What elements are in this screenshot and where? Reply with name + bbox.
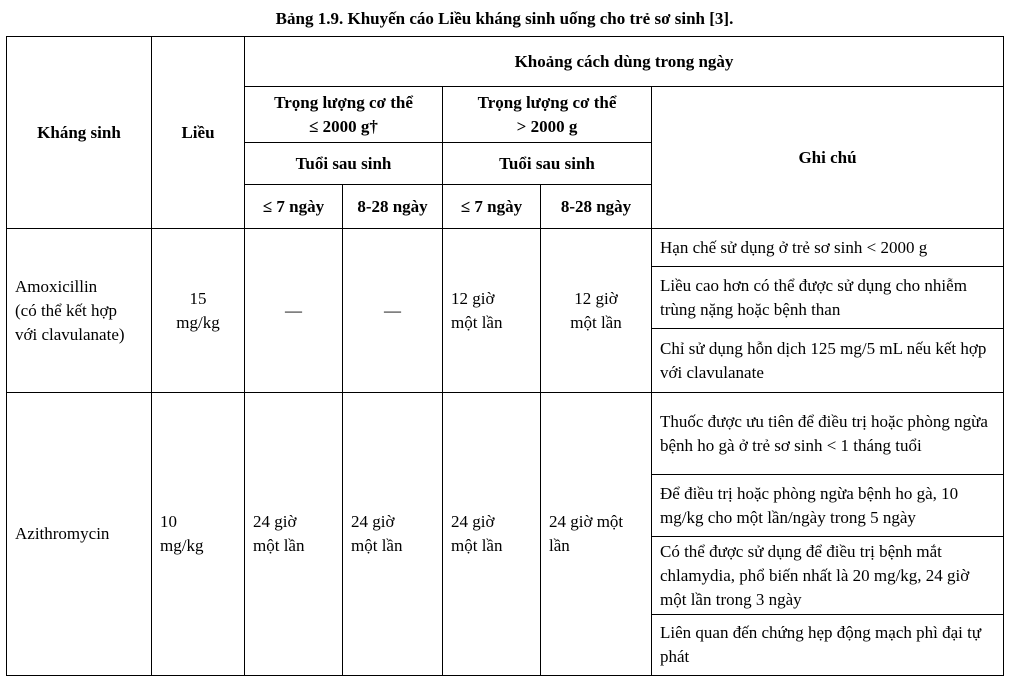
table-row-amoxicillin-name — [6, 228, 152, 393]
dose-value: 15 mg/kg — [176, 288, 220, 332]
header-le7-high — [442, 184, 541, 229]
amoxicillin-low-le7 — [244, 228, 343, 393]
azithromycin-note-3 — [651, 536, 1004, 615]
header-weight-high — [442, 86, 652, 143]
header-weight-low — [244, 86, 443, 143]
amoxicillin-note-1 — [651, 228, 1004, 267]
header-dose-label: Liều — [181, 122, 215, 142]
interval-value: — — [384, 300, 401, 320]
header-age-high-label: Tuổi sau sinh — [499, 153, 595, 173]
note-text: Liên quan đến chứng hẹp động mạch phì đại tự phát — [660, 623, 982, 666]
header-le7-high-label: ≤ 7 ngày — [460, 196, 523, 216]
interval-value: 12 giờ một lần — [451, 288, 503, 332]
header-notes-label: Ghi chú — [798, 147, 857, 167]
interval-value: 24 giờ một lần — [451, 512, 503, 555]
header-dose — [151, 36, 245, 229]
azithromycin-low-le7 — [244, 392, 343, 676]
header-8-28-high — [540, 184, 652, 229]
azithromycin-high-le7 — [442, 392, 541, 676]
interval-value: 24 giờ một lần — [549, 512, 624, 555]
header-le7-low-label: ≤ 7 ngày — [262, 196, 325, 216]
antibiotic-name: Azithromycin — [15, 524, 110, 543]
header-8-28-high-label: 8-28 ngày — [560, 196, 632, 216]
header-notes — [651, 86, 1004, 229]
note-text: Chỉ sử dụng hỗn dịch 125 mg/5 mL nếu kết hợp với clavulanate — [660, 338, 987, 382]
interval-value: 12 giờ một lần — [570, 288, 622, 332]
dose-value: 10 mg/kg — [160, 512, 204, 555]
note-text: Hạn chế sử dụng ở trẻ sơ sinh < 2000 g — [660, 237, 928, 257]
amoxicillin-note-2 — [651, 266, 1004, 329]
header-interval-label: Khoảng cách dùng trong ngày — [514, 51, 734, 71]
header-age-low-label: Tuổi sau sinh — [295, 153, 392, 173]
amoxicillin-note-3 — [651, 328, 1004, 393]
header-8-28-low — [342, 184, 443, 229]
azithromycin-note-2 — [651, 474, 1004, 537]
interval-value: 24 giờ một lần — [253, 512, 305, 555]
header-8-28-low-label: 8-28 ngày — [357, 196, 428, 216]
header-age-high — [442, 142, 652, 185]
table-caption: Bảng 1.9. Khuyến cáo Liều kháng sinh uống cho trẻ sơ sinh [3]. — [275, 9, 734, 28]
antibiotic-name: Amoxicillin (có thể kết hợp với clavulanate) — [15, 276, 125, 344]
azithromycin-low-8-28 — [342, 392, 443, 676]
interval-value: — — [285, 300, 302, 320]
note-text: Có thể được sử dụng để điều trị bệnh mắt chlamydia, phổ biến nhất là 20 mg/kg, 24 giờ một lần trong 3 ngày — [660, 541, 970, 609]
azithromycin-note-4 — [651, 614, 1004, 676]
note-text: Thuốc được ưu tiên để điều trị hoặc phòng ngừa bệnh ho gà ở trẻ sơ sinh < 1 tháng tuổi — [660, 411, 988, 455]
header-antibiotic — [6, 36, 152, 229]
azithromycin-note-1 — [651, 392, 1004, 475]
amoxicillin-high-8-28 — [540, 228, 652, 393]
table-row-amoxicillin-dose — [151, 228, 245, 393]
interval-value: 24 giờ một lần — [351, 512, 403, 555]
header-weight-high-label: Trọng lượng cơ thể > 2000 g — [477, 92, 617, 136]
note-text: Để điều trị hoặc phòng ngừa bệnh ho gà, 10 mg/kg cho một lần/ngày trong 5 ngày — [660, 483, 959, 527]
header-antibiotic-label: Kháng sinh — [37, 122, 121, 142]
note-text: Liều cao hơn có thể được sử dụng cho nhiễm trùng nặng hoặc bệnh than — [660, 275, 967, 319]
amoxicillin-high-le7 — [442, 228, 541, 393]
header-interval — [244, 36, 1004, 87]
header-weight-low-label: Trọng lượng cơ thể ≤ 2000 g† — [274, 92, 413, 136]
header-le7-low — [244, 184, 343, 229]
table-row-azithromycin-name — [6, 392, 152, 676]
amoxicillin-low-8-28 — [342, 228, 443, 393]
table-row-azithromycin-dose — [151, 392, 245, 676]
azithromycin-high-8-28 — [540, 392, 652, 676]
header-age-low — [244, 142, 443, 185]
